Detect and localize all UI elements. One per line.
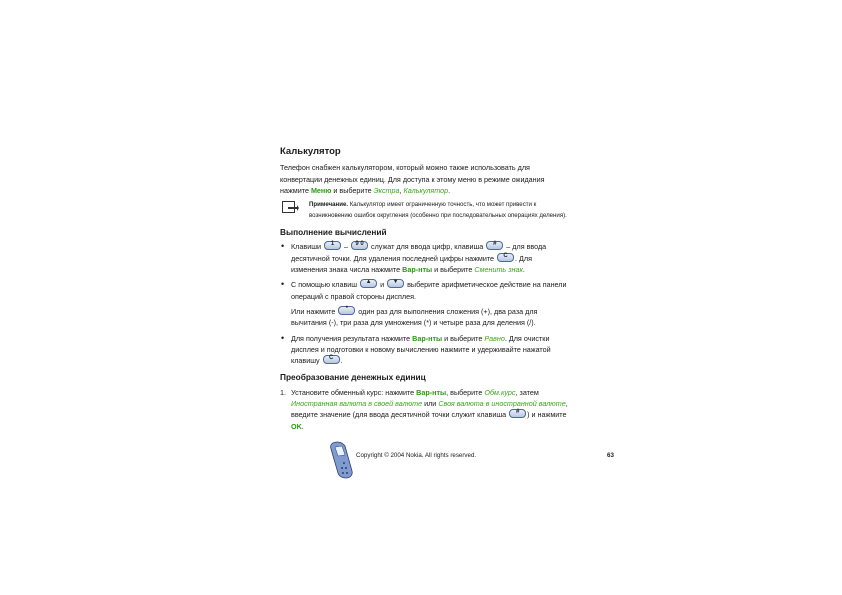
menu-item-foreign-to-own: Иностранная валюта в своей валюте [291, 399, 423, 409]
page-footer [318, 441, 618, 481]
step-text: , выберите [446, 387, 485, 397]
bullet-text: и выберите [432, 265, 475, 275]
key-clear-icon [323, 355, 340, 364]
key-label: # [493, 241, 497, 248]
key-star-icon [338, 306, 355, 315]
section-title-currency: Преобразование денежных единиц [280, 372, 426, 383]
bullet-text: Или нажмите [291, 306, 338, 316]
scroll-down-key-icon [387, 279, 404, 288]
step-text: или [422, 399, 439, 409]
key-1-icon [324, 241, 341, 250]
note-block [280, 200, 570, 221]
step-text: , введите значение (для ввода десятичной точки служит клавиша [291, 399, 568, 420]
key-label: ▼ [392, 279, 399, 286]
list-item [280, 279, 570, 328]
bullet-text: – для ввода десятичной точки. Для удаления последней цифры нажмите [291, 242, 547, 263]
bullet-text: Для получения результата нажмите [291, 333, 413, 343]
list-item [280, 241, 570, 275]
step-number: 1. [280, 387, 286, 397]
list-item [280, 387, 570, 432]
options-softkey-label: Вар-нты [416, 387, 447, 397]
key-label: ▲ [365, 279, 372, 286]
calculation-bullets [280, 241, 570, 366]
intro-text: Телефон снабжен калькулятором, который можно также использовать для конвертации денежных единиц. Для доступа к этому меню в режиме ожидания нажмите [280, 163, 545, 195]
bullet-text: . Для очистки дисплея и подготовки к новому вычислению нажмите и удерживайте нажатой клавишу [291, 333, 551, 366]
menu-item-equals: Равно [484, 333, 505, 343]
list-item [280, 333, 570, 367]
key-hash-icon [509, 409, 526, 418]
bullet-text: Клавиши [291, 242, 323, 252]
page-title: Калькулятор [280, 146, 341, 157]
scroll-up-key-icon [360, 279, 377, 288]
menu-item-own-to-foreign: Своя валюта в иностранной валюте [438, 399, 566, 409]
bullet-text: служат для ввода цифр, клавиша [369, 242, 486, 252]
ok-softkey-label: OK [291, 421, 302, 431]
key-label: 1 [330, 241, 335, 248]
bullet-text: и [378, 280, 387, 290]
step-text: ) и нажмите [527, 410, 567, 420]
section-title-calculations: Выполнение вычислений [280, 227, 387, 238]
key-clear-icon [497, 253, 514, 262]
step-text: . [301, 421, 304, 431]
note-label: Примечание. [309, 201, 349, 209]
menu-item-exchange-rate: Обм.курс [484, 387, 516, 397]
menu-item-calculator: Калькулятор [403, 185, 449, 195]
step-text: , затем [515, 387, 539, 397]
key-label: 9 0 [355, 241, 364, 248]
intro-paragraph [280, 162, 570, 196]
intro-end: . [448, 185, 451, 195]
copyright-text: Copyright © 2004 Nokia. All rights reserved. [356, 452, 477, 459]
menu-item-change-sign: Сменить знак [474, 265, 523, 275]
manual-page [280, 146, 570, 432]
menu-softkey-label: Меню [310, 185, 332, 195]
step-text: Установите обменный курс: нажмите [291, 387, 417, 397]
bullet-text: . [522, 265, 525, 275]
key-9-0-icon [351, 241, 368, 250]
nokia-phone-icon [328, 441, 354, 479]
bullet-text: – [342, 242, 350, 252]
key-label: C [328, 355, 334, 362]
page-number: 63 [607, 452, 614, 459]
key-label: # [515, 409, 520, 416]
bullet-text: . [340, 356, 343, 366]
note-text: Калькулятор имеет ограниченную точность, что может привести к возникновению ошибок округления (особенно при последовательных операциях деления). [309, 201, 567, 219]
bullet-text: С помощью клавиш [291, 280, 360, 290]
key-label: C [503, 252, 508, 259]
options-softkey-label: Вар-нты [412, 333, 443, 343]
bullet-text: . Для изменения знака числа нажмите [291, 253, 532, 275]
currency-steps [280, 387, 570, 432]
options-softkey-label: Вар-нты [402, 265, 433, 275]
key-hash-icon [486, 241, 503, 250]
bullet-text: один раз для выполнения сложения (+), два раза для вычитания (-), три раза для умножения (*) и четыре раза для деления (/). [291, 306, 538, 328]
intro-comma: , [399, 185, 404, 195]
bullet-text: выберите арифметическое действие на панели операций с правой стороны дисплея. [291, 280, 567, 301]
menu-item-extra: Экстра [373, 185, 400, 195]
key-label: * [345, 305, 348, 312]
intro-text-2: и выберите [331, 185, 374, 195]
bullet-subparagraph [291, 306, 570, 329]
bullet-text: и выберите [442, 333, 485, 343]
note-icon [282, 201, 299, 214]
